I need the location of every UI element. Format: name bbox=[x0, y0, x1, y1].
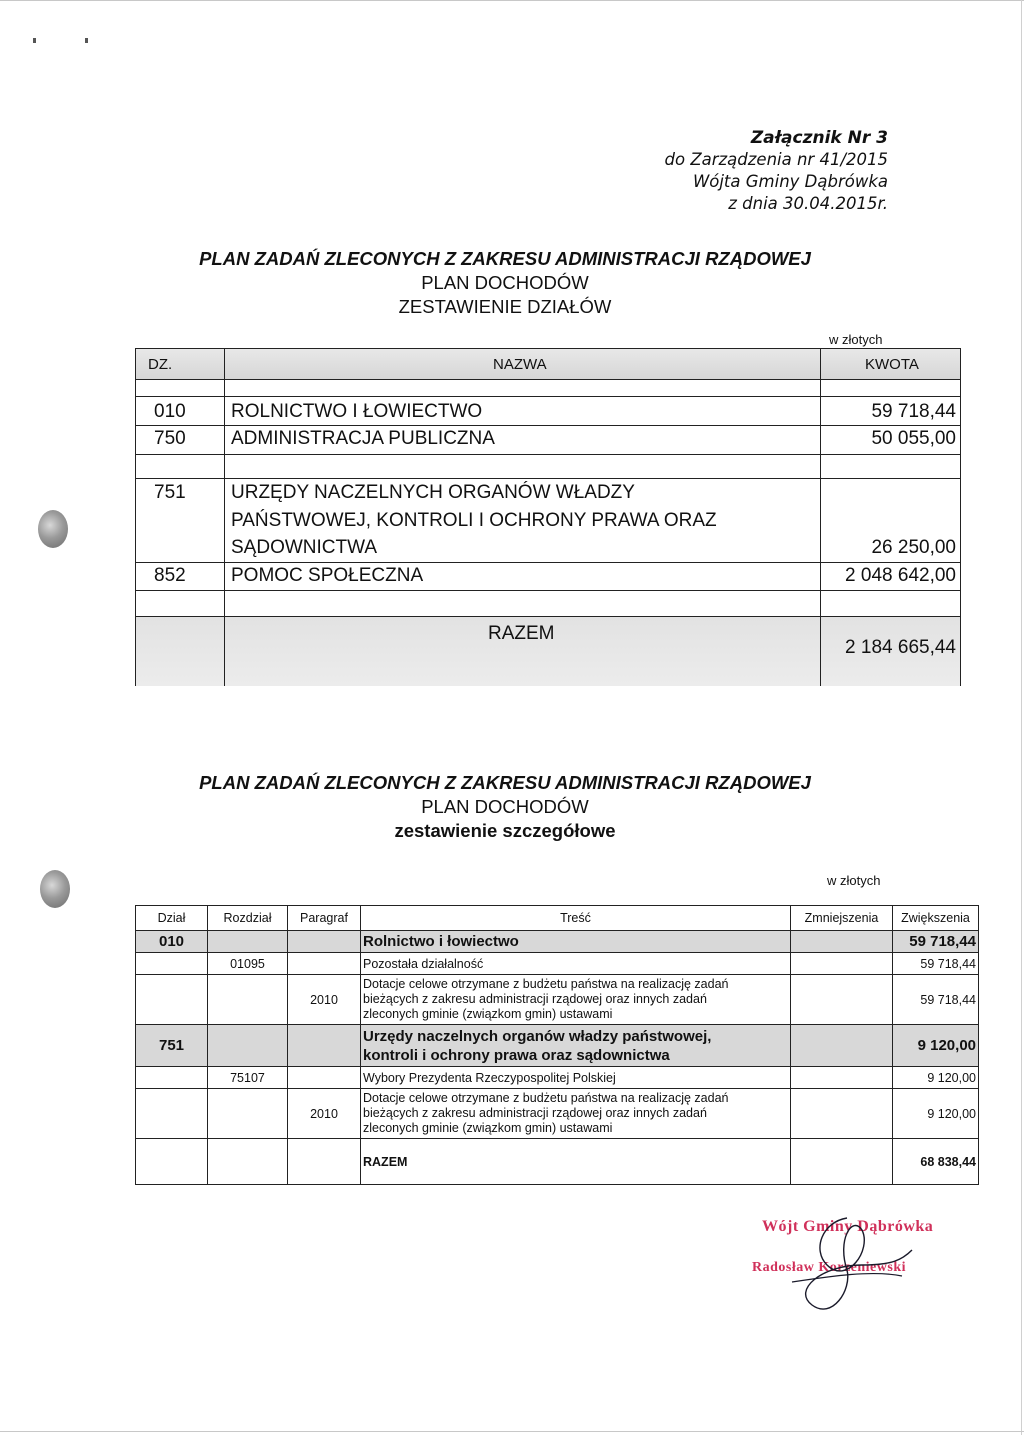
column-divider bbox=[820, 348, 821, 686]
summary-row-nazwa: PAŃSTWOWEJ, KONTROLI I OCHRONY PRAWA ORAZ bbox=[231, 510, 717, 531]
cell-tresc bbox=[361, 1089, 791, 1139]
tresc-line: zleconych gminie (związkom gmin) ustawami bbox=[363, 1007, 613, 1021]
cell-rozdzial: 01095 bbox=[208, 953, 288, 975]
scan-speck bbox=[33, 38, 36, 43]
header-kwota: KWOTA bbox=[865, 356, 919, 373]
tresc-line: Dotacje celowe otrzymane z budżetu państwa na realizację zadań bbox=[363, 1091, 729, 1105]
summary-row-dz: 010 bbox=[154, 401, 186, 422]
attachment-date: z dnia 30.04.2015r. bbox=[728, 194, 888, 213]
detail-table bbox=[135, 905, 979, 1185]
summary-row-nazwa: POMOC SPOŁECZNA bbox=[231, 565, 424, 586]
scan-speck bbox=[85, 38, 88, 43]
cell-zwiekszenia: 9 120,00 bbox=[893, 1067, 979, 1089]
cell-zwiekszenia: 59 718,44 bbox=[893, 953, 979, 975]
header-nazwa: NAZWA bbox=[493, 356, 547, 373]
handwritten-signature bbox=[752, 1210, 952, 1340]
cell-paragraf: 2010 bbox=[288, 1089, 361, 1139]
detail-total-value: 68 838,44 bbox=[893, 1139, 979, 1185]
section1-unit-label: w złotych bbox=[829, 332, 883, 347]
header-paragraf: Paragraf bbox=[288, 906, 361, 931]
summary-table bbox=[135, 348, 961, 686]
cell-zwiekszenia: 59 718,44 bbox=[893, 931, 979, 953]
cell-dzial: 751 bbox=[136, 1025, 208, 1067]
detail-total-row bbox=[136, 1139, 979, 1185]
section2-title: PLAN ZADAŃ ZLECONYCH Z ZAKRESU ADMINISTRACJI RZĄDOWEJ bbox=[199, 772, 811, 793]
scan-edge-bottom bbox=[0, 1431, 1024, 1432]
section1-title: PLAN ZADAŃ ZLECONYCH Z ZAKRESU ADMINISTRACJI RZĄDOWEJ bbox=[199, 248, 811, 269]
row-divider bbox=[136, 590, 960, 591]
tresc-line: zleconych gminie (związkom gmin) ustawami bbox=[363, 1121, 613, 1135]
detail-row-paragraf bbox=[136, 975, 979, 1025]
row-divider bbox=[136, 478, 960, 479]
summary-row-kwota: 50 055,00 bbox=[871, 428, 956, 449]
attachment-line: do Zarządzenia nr 41/2015 bbox=[664, 150, 888, 169]
header-zmniejszenia: Zmniejszenia bbox=[791, 906, 893, 931]
section2-unit-label: w złotych bbox=[827, 873, 881, 888]
summary-row-kwota: 2 048 642,00 bbox=[845, 565, 956, 586]
row-divider bbox=[136, 396, 960, 397]
section2-subtitle: PLAN DOCHODÓW bbox=[421, 796, 589, 817]
section1-subtitle2: ZESTAWIENIE DZIAŁÓW bbox=[398, 296, 612, 317]
punch-hole bbox=[38, 510, 68, 548]
summary-total-value: 2 184 665,44 bbox=[845, 637, 956, 658]
summary-row-nazwa: ROLNICTWO I ŁOWIECTWO bbox=[231, 401, 483, 422]
stamp-line-title: Wójt Gminy Dąbrówka bbox=[762, 1218, 934, 1235]
summary-row-nazwa: ADMINISTRACJA PUBLICZNA bbox=[231, 428, 495, 449]
tresc-line: bieżących z zakresu administracji rządowej oraz innych zadań bbox=[363, 992, 707, 1006]
row-divider bbox=[136, 454, 960, 455]
cell-zwiekszenia: 9 120,00 bbox=[893, 1089, 979, 1139]
cell-rozdzial: 75107 bbox=[208, 1067, 288, 1089]
scan-edge-right bbox=[1021, 0, 1022, 1435]
summary-row-nazwa: URZĘDY NACZELNYCH ORGANÓW WŁADZY bbox=[231, 482, 635, 503]
detail-row-dzial bbox=[136, 1025, 979, 1067]
header-dz: DZ. bbox=[148, 356, 173, 373]
tresc-line: Dotacje celowe otrzymane z budżetu państwa na realizację zadań bbox=[363, 977, 729, 991]
attachment-header bbox=[665, 127, 889, 215]
cell-tresc bbox=[361, 1025, 791, 1067]
cell-tresc bbox=[361, 975, 791, 1025]
tresc-line: kontroli i ochrony prawa oraz sądownictwa bbox=[363, 1046, 670, 1064]
header-zwiekszenia: Zwiększenia bbox=[893, 906, 979, 931]
column-divider bbox=[224, 348, 225, 686]
header-rozdzial: Rozdział bbox=[208, 906, 288, 931]
signature-stamp bbox=[752, 1210, 952, 1340]
detail-row-rozdzial bbox=[136, 1067, 979, 1089]
summary-row-nazwa: SĄDOWNICTWA bbox=[231, 537, 378, 558]
cell-dzial: 010 bbox=[136, 931, 208, 953]
detail-row-dzial bbox=[136, 931, 979, 953]
tresc-line: bieżących z zakresu administracji rządowej oraz innych zadań bbox=[363, 1106, 707, 1120]
summary-row-kwota: 59 718,44 bbox=[871, 401, 956, 422]
attachment-title: Załącznik Nr 3 bbox=[750, 128, 888, 148]
cell-tresc: Rolnictwo i łowiectwo bbox=[361, 931, 791, 953]
section2-subtitle2: zestawienie szczegółowe bbox=[394, 820, 616, 841]
summary-row-kwota: 26 250,00 bbox=[871, 537, 956, 558]
cell-tresc: Wybory Prezydenta Rzeczypospolitej Polskiej bbox=[361, 1067, 791, 1089]
attachment-line: Wójta Gminy Dąbrówka bbox=[692, 172, 888, 191]
detail-total-label: RAZEM bbox=[361, 1139, 791, 1185]
summary-row-dz: 750 bbox=[154, 428, 186, 449]
tresc-line: Urzędy naczelnych organów władzy państwowej, bbox=[363, 1027, 712, 1045]
punch-hole bbox=[40, 870, 70, 908]
section1-subtitle: PLAN DOCHODÓW bbox=[421, 272, 589, 293]
summary-total-label: RAZEM bbox=[488, 623, 555, 644]
row-divider bbox=[136, 616, 960, 617]
cell-zwiekszenia: 9 120,00 bbox=[893, 1025, 979, 1067]
cell-tresc: Pozostała działalność bbox=[361, 953, 791, 975]
detail-row-rozdzial bbox=[136, 953, 979, 975]
header-tresc: Treść bbox=[361, 906, 791, 931]
stamp-line-name: Radosław Korzeniewski bbox=[752, 1260, 906, 1275]
header-dzial: Dział bbox=[136, 906, 208, 931]
summary-row-dz: 751 bbox=[154, 482, 186, 503]
section1-heading bbox=[0, 247, 1010, 319]
cell-paragraf: 2010 bbox=[288, 975, 361, 1025]
summary-row-dz: 852 bbox=[154, 565, 186, 586]
section2-heading bbox=[0, 771, 1010, 843]
detail-row-paragraf bbox=[136, 1089, 979, 1139]
summary-header-row bbox=[136, 348, 960, 380]
detail-header-row bbox=[136, 906, 979, 931]
scan-edge-top bbox=[0, 0, 1024, 1]
cell-zwiekszenia: 59 718,44 bbox=[893, 975, 979, 1025]
